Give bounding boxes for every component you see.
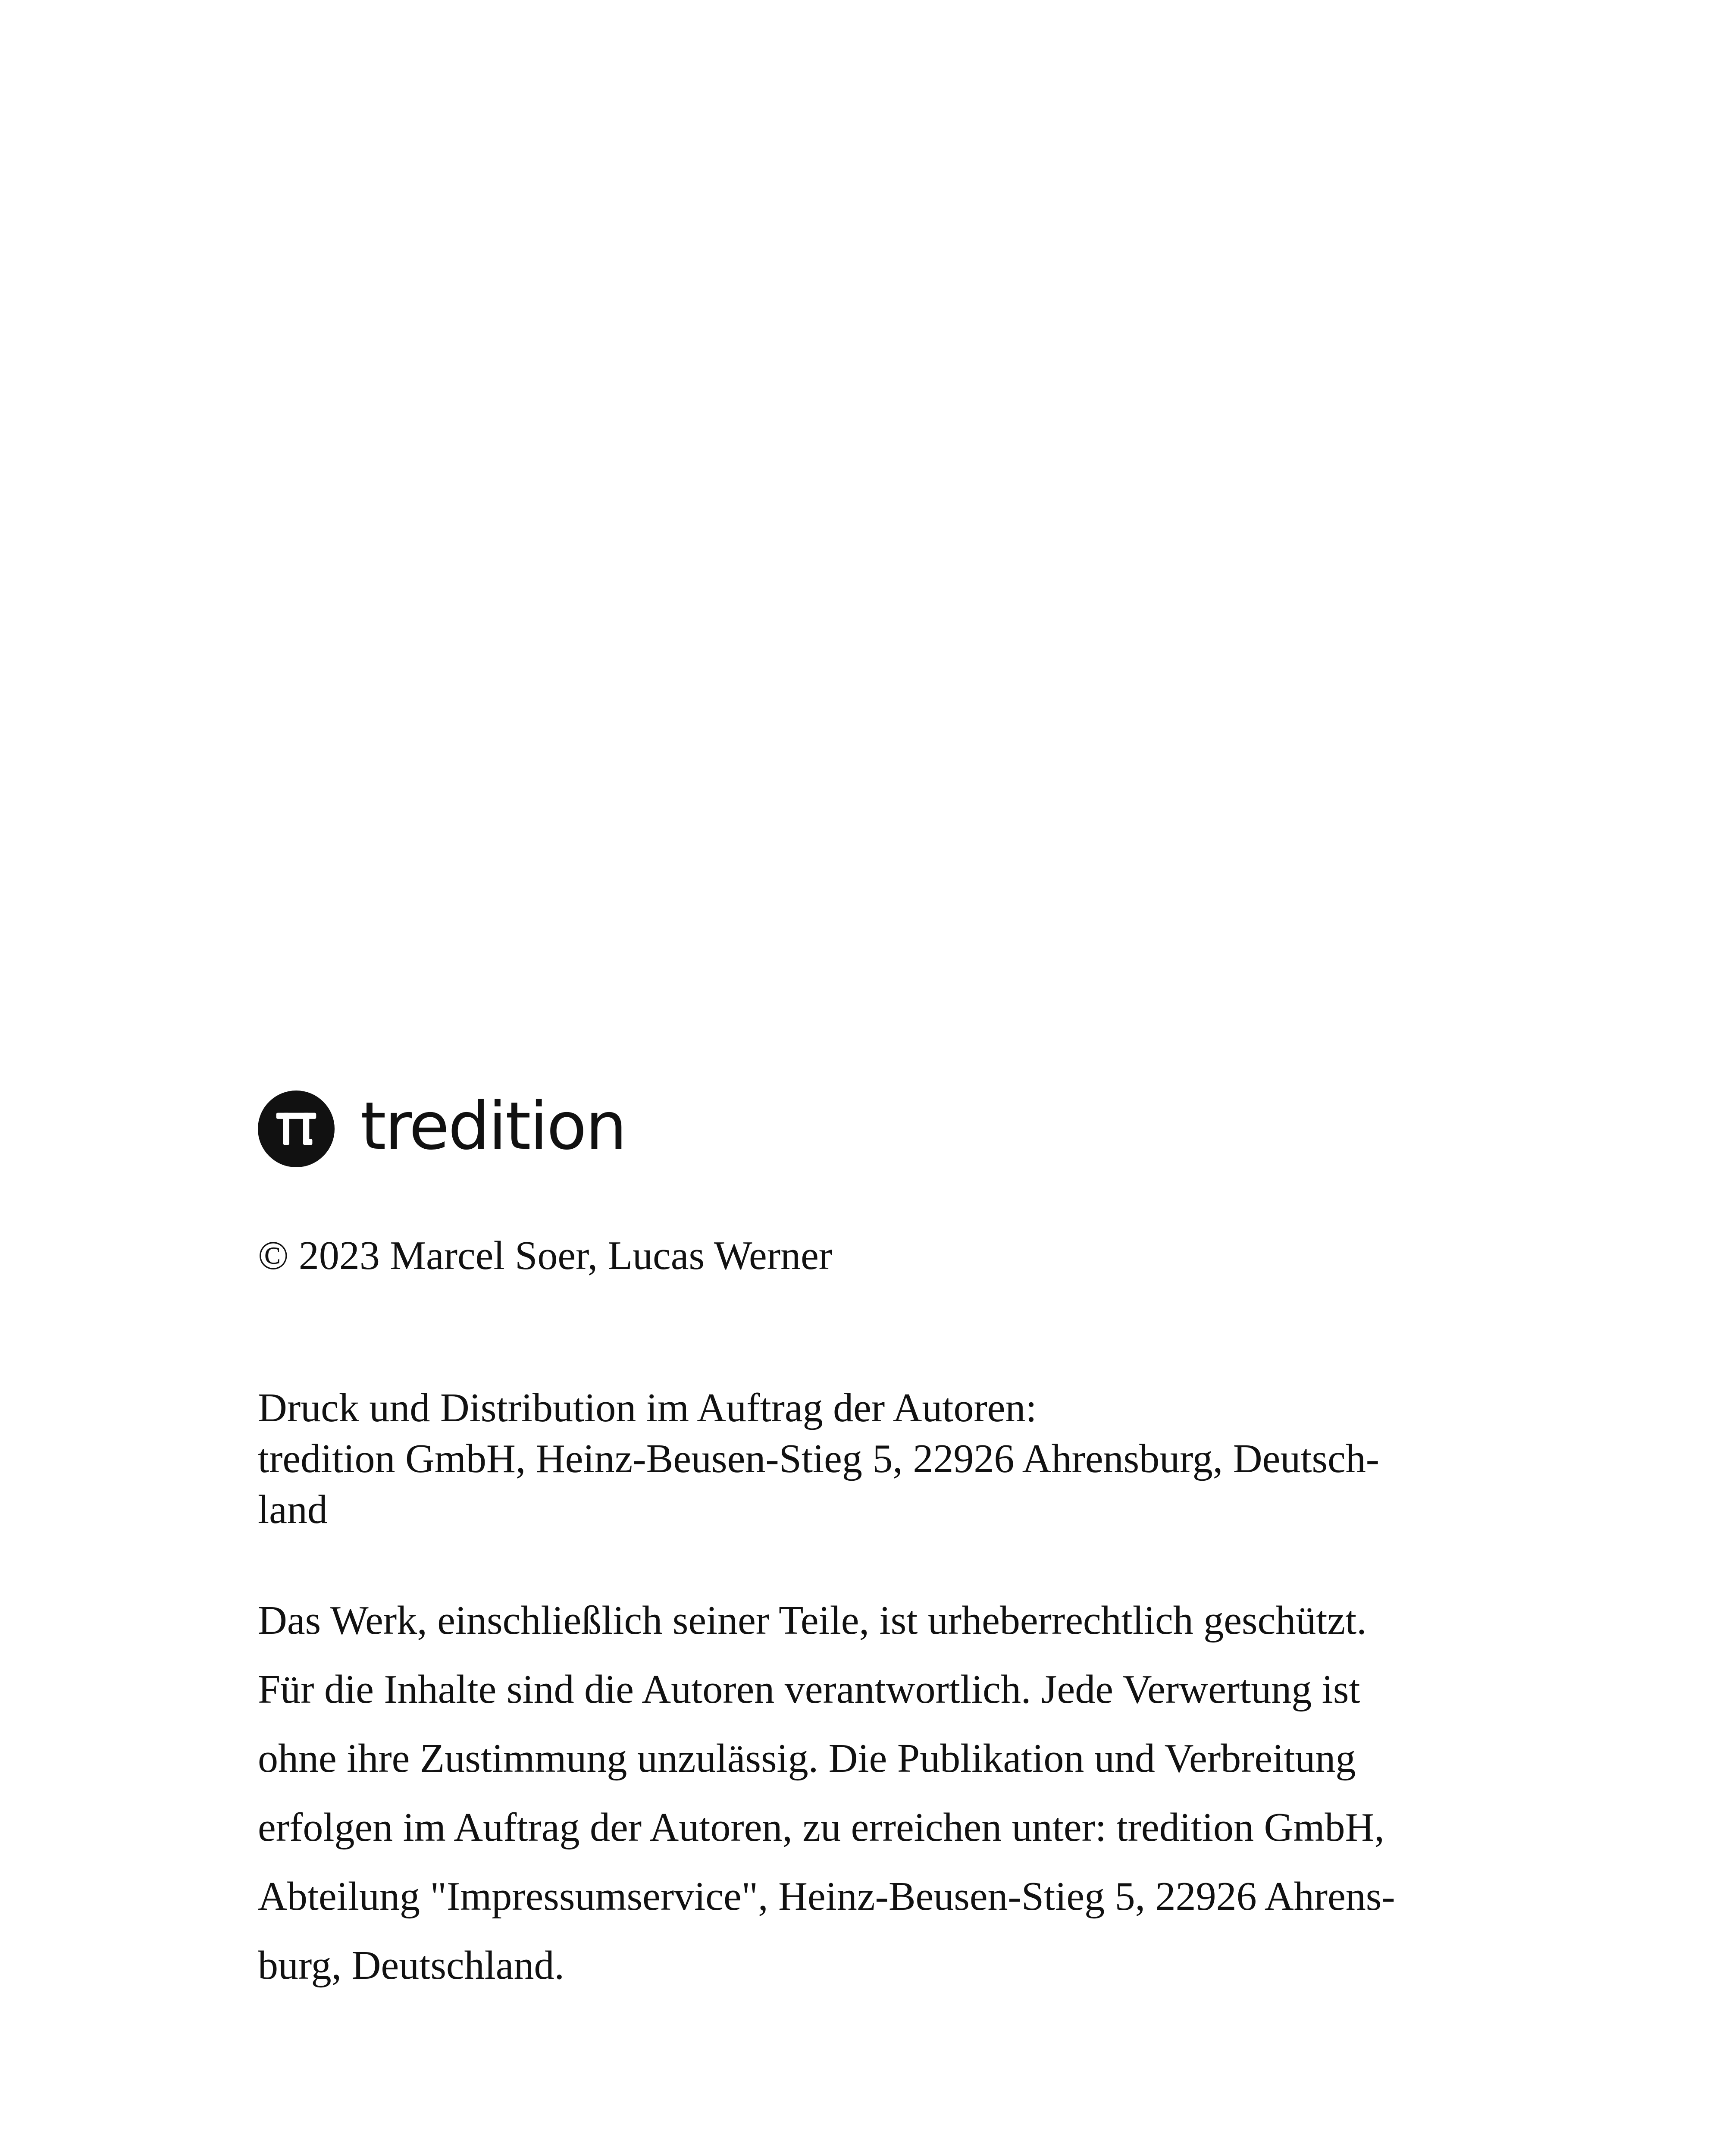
print-notice-line: tredition GmbH, Heinz-Beusen-Stieg 5, 22926 Ahrensburg, Deutsch-: [258, 1436, 1380, 1481]
legal-notice-line: Abteilung "Impressumservice", Heinz-Beusen-Stieg 5, 22926 Ahrens-: [258, 1874, 1395, 1919]
publisher-logo: [258, 1090, 626, 1168]
legal-notice-line: ohne ihre Zustimmung unzulässig. Die Publikation und Verbreitung: [258, 1736, 1356, 1781]
logo-wordmark: tredition: [360, 1088, 626, 1164]
copyright-notice: © 2023 Marcel Soer, Lucas Werner: [258, 1233, 833, 1278]
legal-notice-line: erfolgen im Auftrag der Autoren, zu erreichen unter: tredition GmbH,: [258, 1805, 1384, 1850]
tredition-logo-icon: [258, 1091, 335, 1167]
legal-notice-line: burg, Deutschland.: [258, 1943, 564, 1988]
print-notice-line: land: [258, 1487, 328, 1532]
print-notice-line: Druck und Distribution im Auftrag der Autoren:: [258, 1385, 1037, 1430]
copyright-legal-notice: [258, 1586, 1395, 2000]
print-distribution-notice: [258, 1382, 1379, 1535]
legal-notice-line: Für die Inhalte sind die Autoren verantwortlich. Jede Verwertung ist: [258, 1667, 1360, 1712]
legal-notice-line: Das Werk, einschließlich seiner Teile, ist urheberrechtlich geschützt.: [258, 1598, 1367, 1643]
